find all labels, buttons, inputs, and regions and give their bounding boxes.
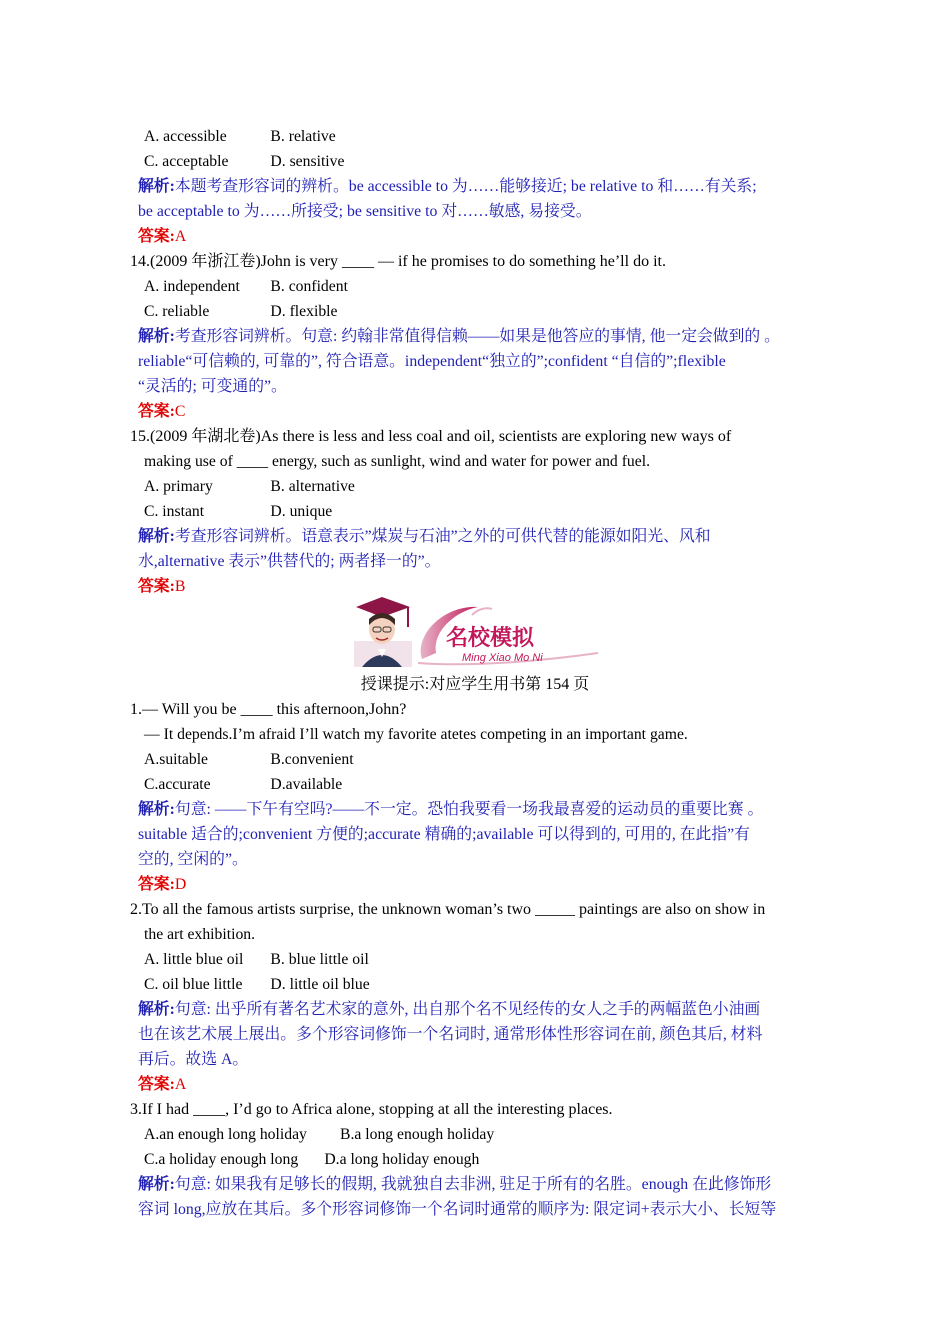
- q14-options-row-1: [144, 274, 820, 299]
- explanation-text: 考查形容词辨析。语意表示”煤炭与石油”之外的可供代替的能源如阳光、风和: [174, 528, 711, 545]
- m2-explanation-line-1: [138, 997, 820, 1022]
- m2-option-a: A. little blue oil: [144, 951, 244, 968]
- explanation-text: 句意: ——下午有空吗?——不一定。恐怕我要看一场我最喜爱的运动员的重要比赛 。: [174, 801, 764, 818]
- explanation-label: 解析:: [138, 1176, 175, 1193]
- q15-options-row-1: [144, 474, 820, 499]
- m2-stem-line-1: 2.To all the famous artists surprise, the unknown woman’s two _____ paintings are also on show in: [130, 901, 766, 918]
- m2-option-d: D. little oil blue: [270, 976, 370, 993]
- q14-option-b: B. confident: [270, 278, 348, 295]
- q15-answer: [138, 574, 820, 599]
- section-badge: [352, 597, 600, 669]
- explanation-text: 考查形容词辨析。句意: 约翰非常值得信赖——如果是他答应的事情, 他一定会做到的 。: [174, 328, 780, 345]
- m1-option-b: B.convenient: [270, 751, 354, 768]
- m1-explanation-line-3: 空的, 空闲的”。: [138, 851, 248, 868]
- q15-stem-line-2: making use of ____ energy, such as sunlight, wind and water for power and fuel.: [144, 453, 651, 470]
- answer-label: 答案:: [138, 578, 175, 595]
- m2-option-c: C. oil blue little: [144, 976, 243, 993]
- q14-options-row-2: [144, 299, 820, 324]
- m1-answer: [138, 872, 820, 897]
- badge-subtitle: Ming Xiao Mo Ni: [462, 652, 543, 664]
- m1-options-row-2: [144, 772, 820, 797]
- m2-explanation-line-2: 也在该艺术展上展出。多个形容词修饰一个名词时, 通常形体性形容词在前, 颜色其后, 材料: [138, 1026, 763, 1043]
- q15-option-b: B. alternative: [270, 478, 355, 495]
- explanation-label: 解析:: [138, 1001, 175, 1018]
- answer-label: 答案:: [138, 876, 175, 893]
- answer-value: D: [174, 876, 187, 893]
- m3-explanation-line-2: 容词 long,应放在其后。多个形容词修饰一个名词时通常的顺序为: 限定词+表示大小、长短等: [138, 1201, 777, 1218]
- m1-options-row-1: [144, 747, 820, 772]
- answer-label: 答案:: [138, 228, 175, 245]
- q13-explanation-line-1: [138, 174, 820, 199]
- student-graduate-icon: [354, 597, 412, 667]
- q15-explanation-line-1: [138, 524, 820, 549]
- explanation-label: 解析:: [138, 328, 175, 345]
- m3-explanation-line-1: [138, 1172, 820, 1197]
- q14-option-d: D. flexible: [270, 303, 338, 320]
- page-reference-caption: 授课提示:对应学生用书第 154 页: [360, 676, 590, 693]
- m3-stem: 3.If I had ____, I’d go to Africa alone, stopping at all the interesting places.: [130, 1101, 613, 1118]
- explanation-text: 句意: 如果我有足够长的假期, 我就独自去非洲, 驻足于所有的名胜。enough 在此修饰形: [174, 1176, 772, 1193]
- m1-stem-line-2: — It depends.I’m afraid I’ll watch my favorite atetes competing in an important game.: [144, 726, 688, 743]
- explanation-text: 句意: 出乎所有著名艺术家的意外, 出自那个名不见经传的女人之手的两幅蓝色小油画: [174, 1001, 761, 1018]
- m3-option-a: A.an enough long holiday: [144, 1126, 307, 1143]
- m2-options-row-1: [144, 947, 820, 972]
- explanation-label: 解析:: [138, 801, 175, 818]
- m2-explanation-line-3: 再后。故选 A。: [138, 1051, 249, 1068]
- q13-option-d: D. sensitive: [270, 153, 345, 170]
- q15-option-d: D. unique: [270, 503, 333, 520]
- explanation-label: 解析:: [138, 528, 175, 545]
- m3-option-c: C.a holiday enough long: [144, 1151, 299, 1168]
- answer-value: B: [174, 578, 186, 595]
- q14-explanation-line-1: [138, 324, 820, 349]
- q13-explanation-line-2: be acceptable to 为……所接受; be sensitive to 对……敏感, 易接受。: [138, 203, 592, 220]
- m1-explanation-line-2: suitable 适合的;convenient 方便的;accurate 精确的;available 可以得到的, 可用的, 在此指”有: [138, 826, 751, 843]
- q14-explanation-line-2: reliable“可信赖的, 可靠的”, 符合语意。independent“独立的”;confident “自信的”;flexible: [138, 353, 726, 370]
- answer-label: 答案:: [138, 1076, 175, 1093]
- m3-options-row-2: [144, 1147, 820, 1172]
- m3-option-b: B.a long enough holiday: [340, 1126, 495, 1143]
- answer-value: C: [174, 403, 186, 420]
- q13-option-b: B. relative: [270, 128, 336, 145]
- explanation-text: 本题考查形容词的辨析。be accessible to 为……能够接近; be relative to 和……有关系;: [174, 178, 757, 195]
- badge-title: 名校模拟: [446, 626, 535, 651]
- q14-answer: [138, 399, 820, 424]
- m3-options-row-1: [144, 1122, 820, 1147]
- q13-options-row-1: [144, 124, 820, 149]
- m2-option-b: B. blue little oil: [270, 951, 369, 968]
- m1-explanation-line-1: [138, 797, 820, 822]
- answer-value: A: [174, 228, 187, 245]
- m1-stem-line-1: 1.— Will you be ____ this afternoon,John?: [130, 701, 407, 718]
- m1-option-c: C.accurate: [144, 776, 211, 793]
- q14-stem: 14.(2009 年浙江卷)John is very ____ — if he promises to do something he’ll do it.: [130, 253, 666, 270]
- answer-value: A: [174, 1076, 187, 1093]
- q14-option-c: C. reliable: [144, 303, 210, 320]
- q13-answer: [138, 224, 820, 249]
- answer-label: 答案:: [138, 403, 175, 420]
- m2-options-row-2: [144, 972, 820, 997]
- q13-options-row-2: [144, 149, 820, 174]
- m1-option-d: D.available: [270, 776, 343, 793]
- q13-option-a: A. accessible: [144, 128, 227, 145]
- m1-option-a: A.suitable: [144, 751, 209, 768]
- q13-option-c: C. acceptable: [144, 153, 229, 170]
- q15-option-c: C. instant: [144, 503, 205, 520]
- q15-options-row-2: [144, 499, 820, 524]
- q15-option-a: A. primary: [144, 478, 213, 495]
- explanation-label: 解析:: [138, 178, 175, 195]
- m2-stem-line-2: the art exhibition.: [144, 926, 256, 943]
- badge-graphic: [352, 597, 600, 669]
- m2-answer: [138, 1072, 820, 1097]
- m3-option-d: D.a long holiday enough: [324, 1151, 480, 1168]
- q15-explanation-line-2: 水,alternative 表示”供替代的; 两者择一的”。: [138, 553, 441, 570]
- q15-stem-line-1: 15.(2009 年湖北卷)As there is less and less coal and oil, scientists are exploring new ways of: [130, 428, 732, 445]
- q14-option-a: A. independent: [144, 278, 240, 295]
- q14-explanation-line-3: “灵活的; 可变通的”。: [138, 378, 287, 395]
